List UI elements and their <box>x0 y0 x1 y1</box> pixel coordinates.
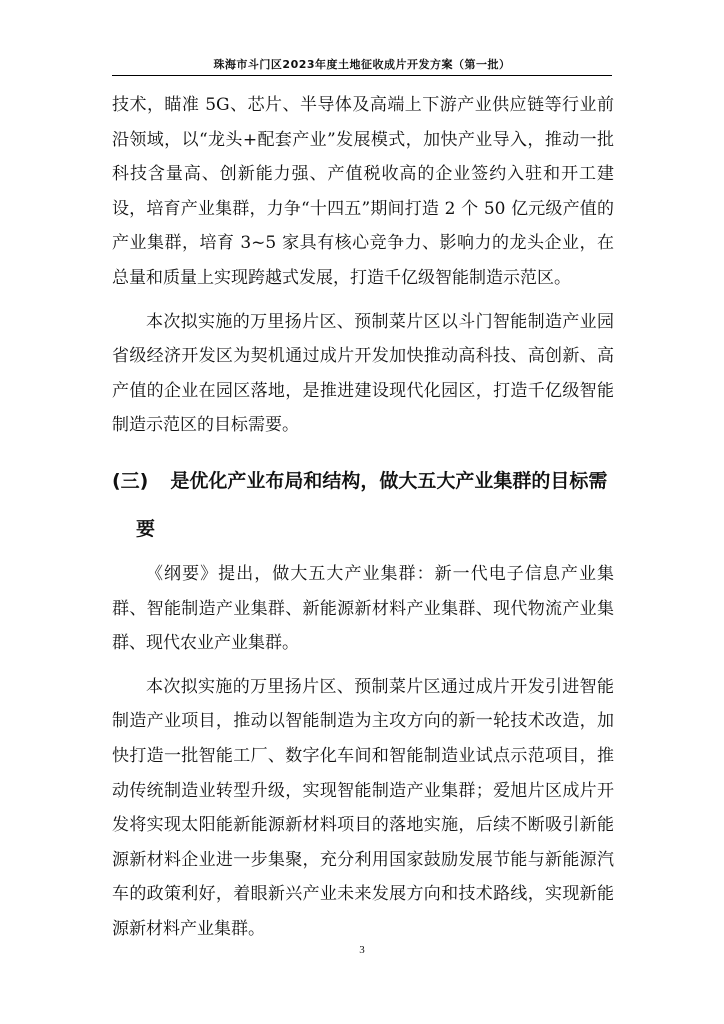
section-number: (三) <box>112 469 149 492</box>
body-paragraph-1: 技术，瞄准 5G、芯片、半导体及高端上下游产业供应链等行业前沿领域，以“龙头+配套产业”发展模式，加快产业导入，推动一批科技含量高、创新能力强、产值税收高的企业签约入驻和开工建设，培育产业集群，力争“十四五”期间打造 2 个 50 亿元级产值的产业集群，培育 3~5 家具有核心竞争力、影响力的龙头企业，在总量和质量上实现跨越式发展，打造千亿级智能制造示范区。 <box>112 95 614 288</box>
section-title: 是优化产业布局和结构，做大五大产业集群的目标需要 <box>136 469 608 540</box>
running-header: 珠海市斗门区2023年度土地征收成片开发方案（第一批） <box>213 58 511 71</box>
section-paragraph-2: 本次拟实施的万里扬片区、预制菜片区通过成片开发引进智能制造产业项目，推动以智能制造为主攻方向的新一轮技术改造，加快打造一批智能工厂、数字化车间和智能制造业试点示范项目，推动传统制造业转型升级，实现智能制造产业集群；爱旭片区成片开发将实现太阳能新能源新材料项目的落地实施，后续不断吸引新能源新材料企业进一步集聚，充分利用国家鼓励发展节能与新能源汽车的政策利好，着眼新兴产业未来发展方向和技术路线，实现新能源新材料产业集群。 <box>112 676 614 939</box>
document-body <box>112 88 614 946</box>
section-heading <box>112 457 614 553</box>
section-paragraph-1: 《纲要》提出，做大五大产业集群：新一代电子信息产业集群、智能制造产业集群、新能源新材料产业集群、现代物流产业集群、现代农业产业集群。 <box>112 563 614 654</box>
page-number: 3 <box>359 944 365 956</box>
body-paragraph-2: 本次拟实施的万里扬片区、预制菜片区以斗门智能制造产业园省级经济开发区为契机通过成片开发加快推动高科技、高创新、高产值的企业在园区落地，是推进建设现代化园区，打造千亿级智能制造示范区的目标需要。 <box>112 311 614 436</box>
header-divider <box>112 75 612 76</box>
